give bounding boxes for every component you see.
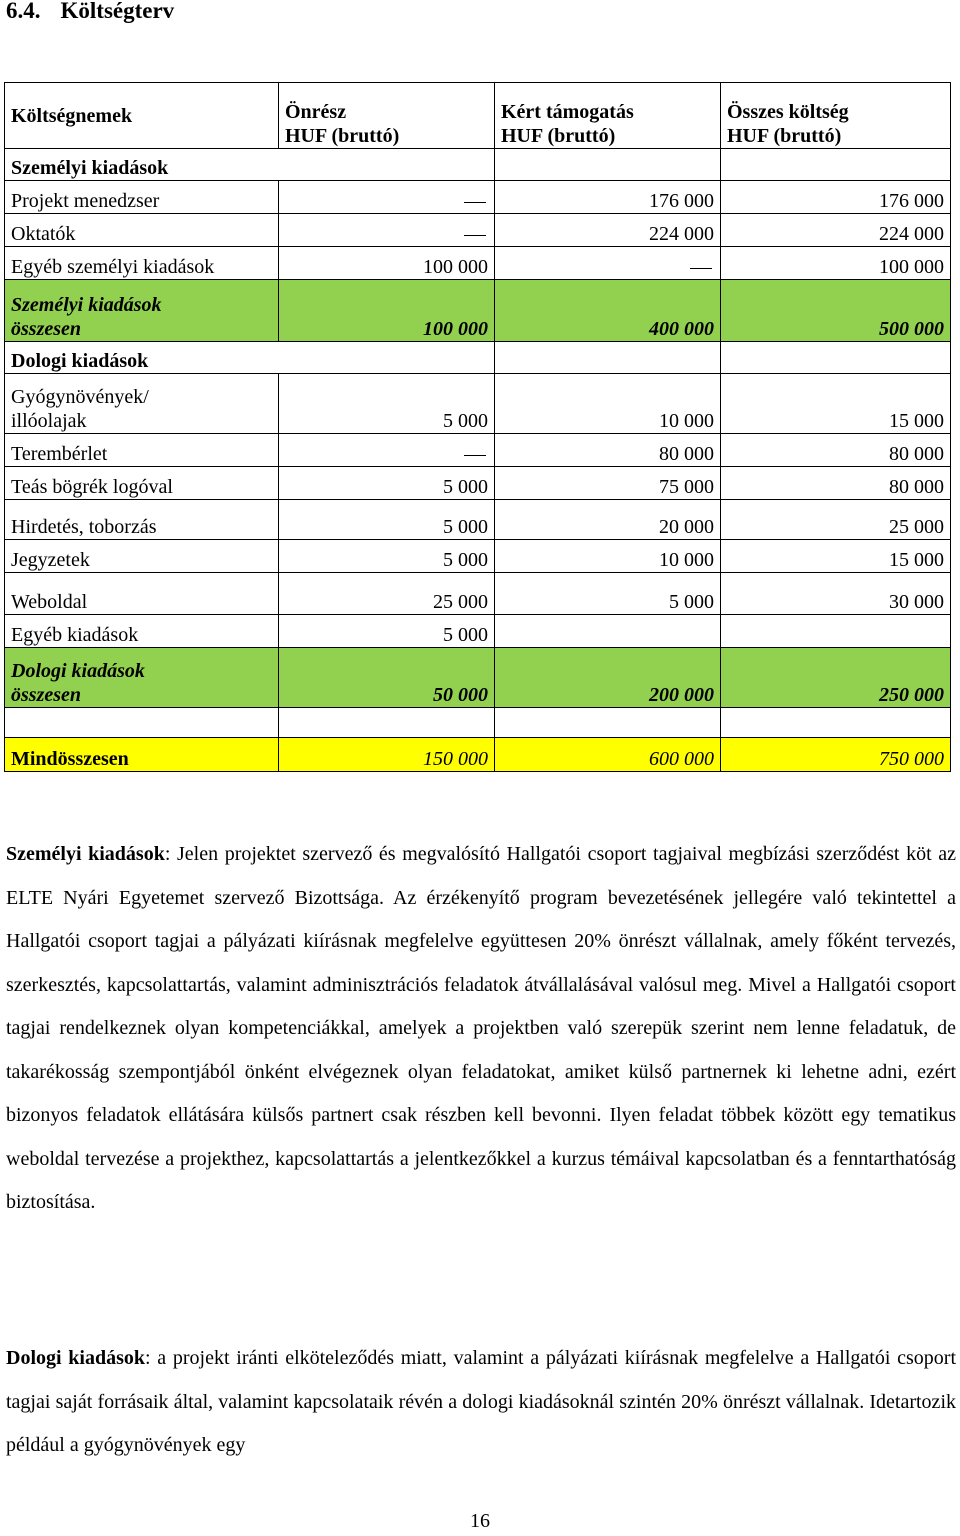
empty-row xyxy=(5,708,951,738)
grant-value: 200 000 xyxy=(495,648,721,708)
total-value: 30 000 xyxy=(721,573,951,615)
own-value: 50 000 xyxy=(279,648,495,708)
total-value: 176 000 xyxy=(721,181,951,214)
budget-table xyxy=(4,82,951,772)
row-label: Személyi kiadások összesen xyxy=(5,280,279,342)
table-row xyxy=(5,540,951,573)
paragraph-text: : a projekt iránti elköteleződés miatt, valamint a pályázati kiírásnak megfelelve a Hallgatói csoport tagjai saját forrásaik által, valamint kapcsolataik révén a dologi kiadásoknál szintén 20% önrészt vállalnak. Idetartozik például a gyógynövények egy xyxy=(6,1347,957,1456)
total-value: 25 000 xyxy=(721,500,951,540)
dash-cell xyxy=(495,247,721,280)
paragraph-personal-expenses xyxy=(6,833,956,1225)
row-label: Projekt menedzser xyxy=(5,181,279,214)
own-value: 25 000 xyxy=(279,573,495,615)
grant-value: 224 000 xyxy=(495,214,721,247)
dash-cell xyxy=(279,434,495,467)
table-row xyxy=(5,434,951,467)
section-row-material xyxy=(5,342,951,374)
personal-total-row xyxy=(5,280,951,342)
total-value: 500 000 xyxy=(721,280,951,342)
row-label: Hirdetés, toborzás xyxy=(5,500,279,540)
paragraph-text: : Jelen projektet szervező és megvalósító Hallgatói csoport tagjaival megbízási szerződést köt az ELTE Nyári Egyetemet szervező Bizottsága. Az érzékenyítő program bevezetésének jellegére való tekintettel a Hallgatói csoport tagjai a pályázati kiírásnak megfelelve együttesen 20% önrészt vállalnak, amely főként tervezés, szerkesztés, kapcsolattartás, valamint adminisztrációs feladatok átvállalásával valósul meg. Mivel a Hallgatói csoport tagjai rendelkeznek olyan kompetenciákkal, amelyek a projektben való szerepük szerint nem lenne feladatuk, de takarékosság szempontjából önként elvégeznek olyan feladatokat, amiket külső partnernek ki lehetne adni, ezért bizonyos feladatok ellátására külsős partnert csak részben kell bevonni. Ilyen feladat többek között egy tematikus weboldal tervezése a projekthez, kapcsolattartás a jelentkezőkkel a kurzus témáival kapcsolatban és a fenntarthatóság biztosítása. xyxy=(6,843,956,1213)
section-number: 6.4. xyxy=(6,0,41,23)
section-label: Személyi kiadások xyxy=(5,149,495,181)
dash-cell xyxy=(279,181,495,214)
own-value: 100 000 xyxy=(279,247,495,280)
table-row xyxy=(5,374,951,434)
header-total-cost: Összes költség HUF (bruttó) xyxy=(721,83,951,149)
table-row xyxy=(5,247,951,280)
section-label: Dologi kiadások xyxy=(5,342,495,374)
table-row xyxy=(5,573,951,615)
table-header-row xyxy=(5,83,951,149)
table-row xyxy=(5,500,951,540)
table-row xyxy=(5,214,951,247)
total-value: 15 000 xyxy=(721,374,951,434)
header-own-contribution: Önrész HUF (bruttó) xyxy=(279,83,495,149)
section-title: Költségterv xyxy=(60,0,175,23)
own-value: 150 000 xyxy=(279,738,495,772)
grant-value: 10 000 xyxy=(495,374,721,434)
dash-cell xyxy=(279,214,495,247)
row-label: Weboldal xyxy=(5,573,279,615)
row-label: Egyéb személyi kiadások xyxy=(5,247,279,280)
header-requested-grant: Kért támogatás HUF (bruttó) xyxy=(495,83,721,149)
row-label: Jegyzetek xyxy=(5,540,279,573)
row-label: Egyéb kiadások xyxy=(5,615,279,648)
own-value: 5 000 xyxy=(279,374,495,434)
own-value: 5 000 xyxy=(279,540,495,573)
own-value: 5 000 xyxy=(279,615,495,648)
own-value: 100 000 xyxy=(279,280,495,342)
paragraph-lead: Dologi kiadások xyxy=(6,1347,145,1369)
section-heading xyxy=(6,0,174,24)
total-value: 80 000 xyxy=(721,467,951,500)
row-label: Mindösszesen xyxy=(5,738,279,772)
grant-value: 400 000 xyxy=(495,280,721,342)
total-value: 250 000 xyxy=(721,648,951,708)
row-label: Teás bögrék logóval xyxy=(5,467,279,500)
grant-value: 5 000 xyxy=(495,573,721,615)
total-value: 100 000 xyxy=(721,247,951,280)
row-label: Gyógynövények/ illóolajak xyxy=(5,374,279,434)
grant-value: 176 000 xyxy=(495,181,721,214)
section-row-personal xyxy=(5,149,951,181)
header-cost-types: Költségnemek xyxy=(5,83,279,149)
paragraph-material-expenses xyxy=(6,1337,956,1468)
paragraph-lead: Személyi kiadások xyxy=(6,843,165,865)
own-value: 5 000 xyxy=(279,500,495,540)
total-value: 750 000 xyxy=(721,738,951,772)
grant-value: 600 000 xyxy=(495,738,721,772)
page-number: 16 xyxy=(470,1510,490,1532)
row-label: Oktatók xyxy=(5,214,279,247)
grant-value: 80 000 xyxy=(495,434,721,467)
row-label: Dologi kiadások összesen xyxy=(5,648,279,708)
grant-value: 20 000 xyxy=(495,500,721,540)
grand-total-row xyxy=(5,738,951,772)
total-value: 224 000 xyxy=(721,214,951,247)
table-row xyxy=(5,467,951,500)
total-value: 80 000 xyxy=(721,434,951,467)
grant-value: 75 000 xyxy=(495,467,721,500)
table-row xyxy=(5,181,951,214)
total-value: 15 000 xyxy=(721,540,951,573)
table-row xyxy=(5,615,951,648)
own-value: 5 000 xyxy=(279,467,495,500)
material-total-row xyxy=(5,648,951,708)
row-label: Terembérlet xyxy=(5,434,279,467)
grant-value: 10 000 xyxy=(495,540,721,573)
